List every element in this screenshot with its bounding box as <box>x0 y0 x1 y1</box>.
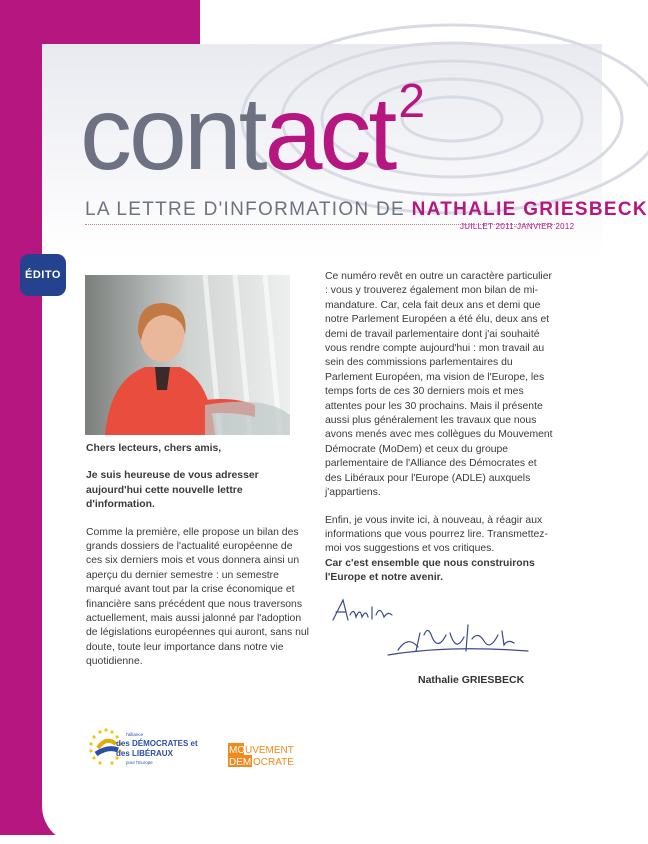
handwritten-signature <box>328 595 538 665</box>
signer-name: Nathalie GRIESBECK <box>418 674 525 686</box>
alde-text-4: pour l'Europe <box>126 760 153 765</box>
edito-right-column <box>325 270 553 599</box>
logo-part-act: act <box>264 76 395 192</box>
logo-part-cont: cont <box>80 76 265 192</box>
logo-superscript: 2 <box>398 75 423 128</box>
greeting: Chers lecteurs, chers amis, <box>86 443 222 454</box>
body-paragraph: Comme la première, elle propose un bilan des grands dossiers de l'actualité européenne de ces six derniers mois et vous donnera ainsi un aperçu du dernier semestre : un semestre marqué avant tout par la crise économique et financière sans précédent que nous traversons actuellement, mais aussi jalonné par l'adoption de législations européennes qui auront, sans nul doute, toute leur importance dans notre vie quotidienne. <box>86 526 309 668</box>
modem-text-2a: DEM <box>229 757 252 768</box>
modem-logo <box>228 741 318 769</box>
closing-statement: Car c'est ensemble que nous construirons l'Europe et notre avenir. <box>325 557 535 584</box>
alde-text-1: l'alliance <box>126 732 144 737</box>
subtitle-name: NATHALIE GRIESBECK <box>411 199 648 220</box>
modem-text-1a: MO <box>229 745 246 756</box>
paragraph-mid-term: Ce numéro revêt en outre un caractère particulier : vous y trouverez également mon bilan de mi-mandature. Car, cela fait deux ans et demi que notre Parlement Européen a été élu, deux ans et demi de travail parlementaire dont j'ai souhaité vous rendre compte aujourd'hui : mon travail au sein des commissions parlementaires du Parlement Européen, ma vision de l'Europe, les temps forts de ces 30 derniers mois et mes attentes pour les 30 prochains. Mais il présente aussi plus généralement les travaux que nous avons menés avec mes collègues du Mouvement Démocrate (MoDem) et ceux du groupe parlementaire de l'Alliance des Démocrates et des Libéraux pour l'Europe (ADLE) auxquels j'appartiens. <box>325 271 553 499</box>
issue-date: JUILLET 2011-JANVIER 2012 <box>460 222 575 231</box>
contact-logo <box>80 75 423 206</box>
intro-paragraph: Je suis heureuse de vous adresser aujourd'hui cette nouvelle lettre d'information. <box>86 470 259 511</box>
alde-logo <box>86 726 206 774</box>
edito-left-column <box>86 442 311 683</box>
paragraph-invitation: Enfin, je vous invite ici, à nouveau, à réagir aux informations que vous pourrez lire. Transmettez-moi vos suggestions et vos critiques. <box>325 514 548 555</box>
modem-text-1b: UVEMENT <box>245 745 294 756</box>
alde-text-3: des LIBÉRAUX <box>116 749 173 758</box>
alde-text-2: des DÉMOCRATES et <box>116 739 198 748</box>
subtitle-prefix: LA LETTRE D'INFORMATION DE <box>85 199 412 220</box>
section-tab-edito: ÉDITO <box>20 254 66 296</box>
newsletter-subtitle <box>85 199 648 221</box>
portrait-photo <box>85 275 290 435</box>
modem-text-2b: OCRATE <box>253 757 294 768</box>
